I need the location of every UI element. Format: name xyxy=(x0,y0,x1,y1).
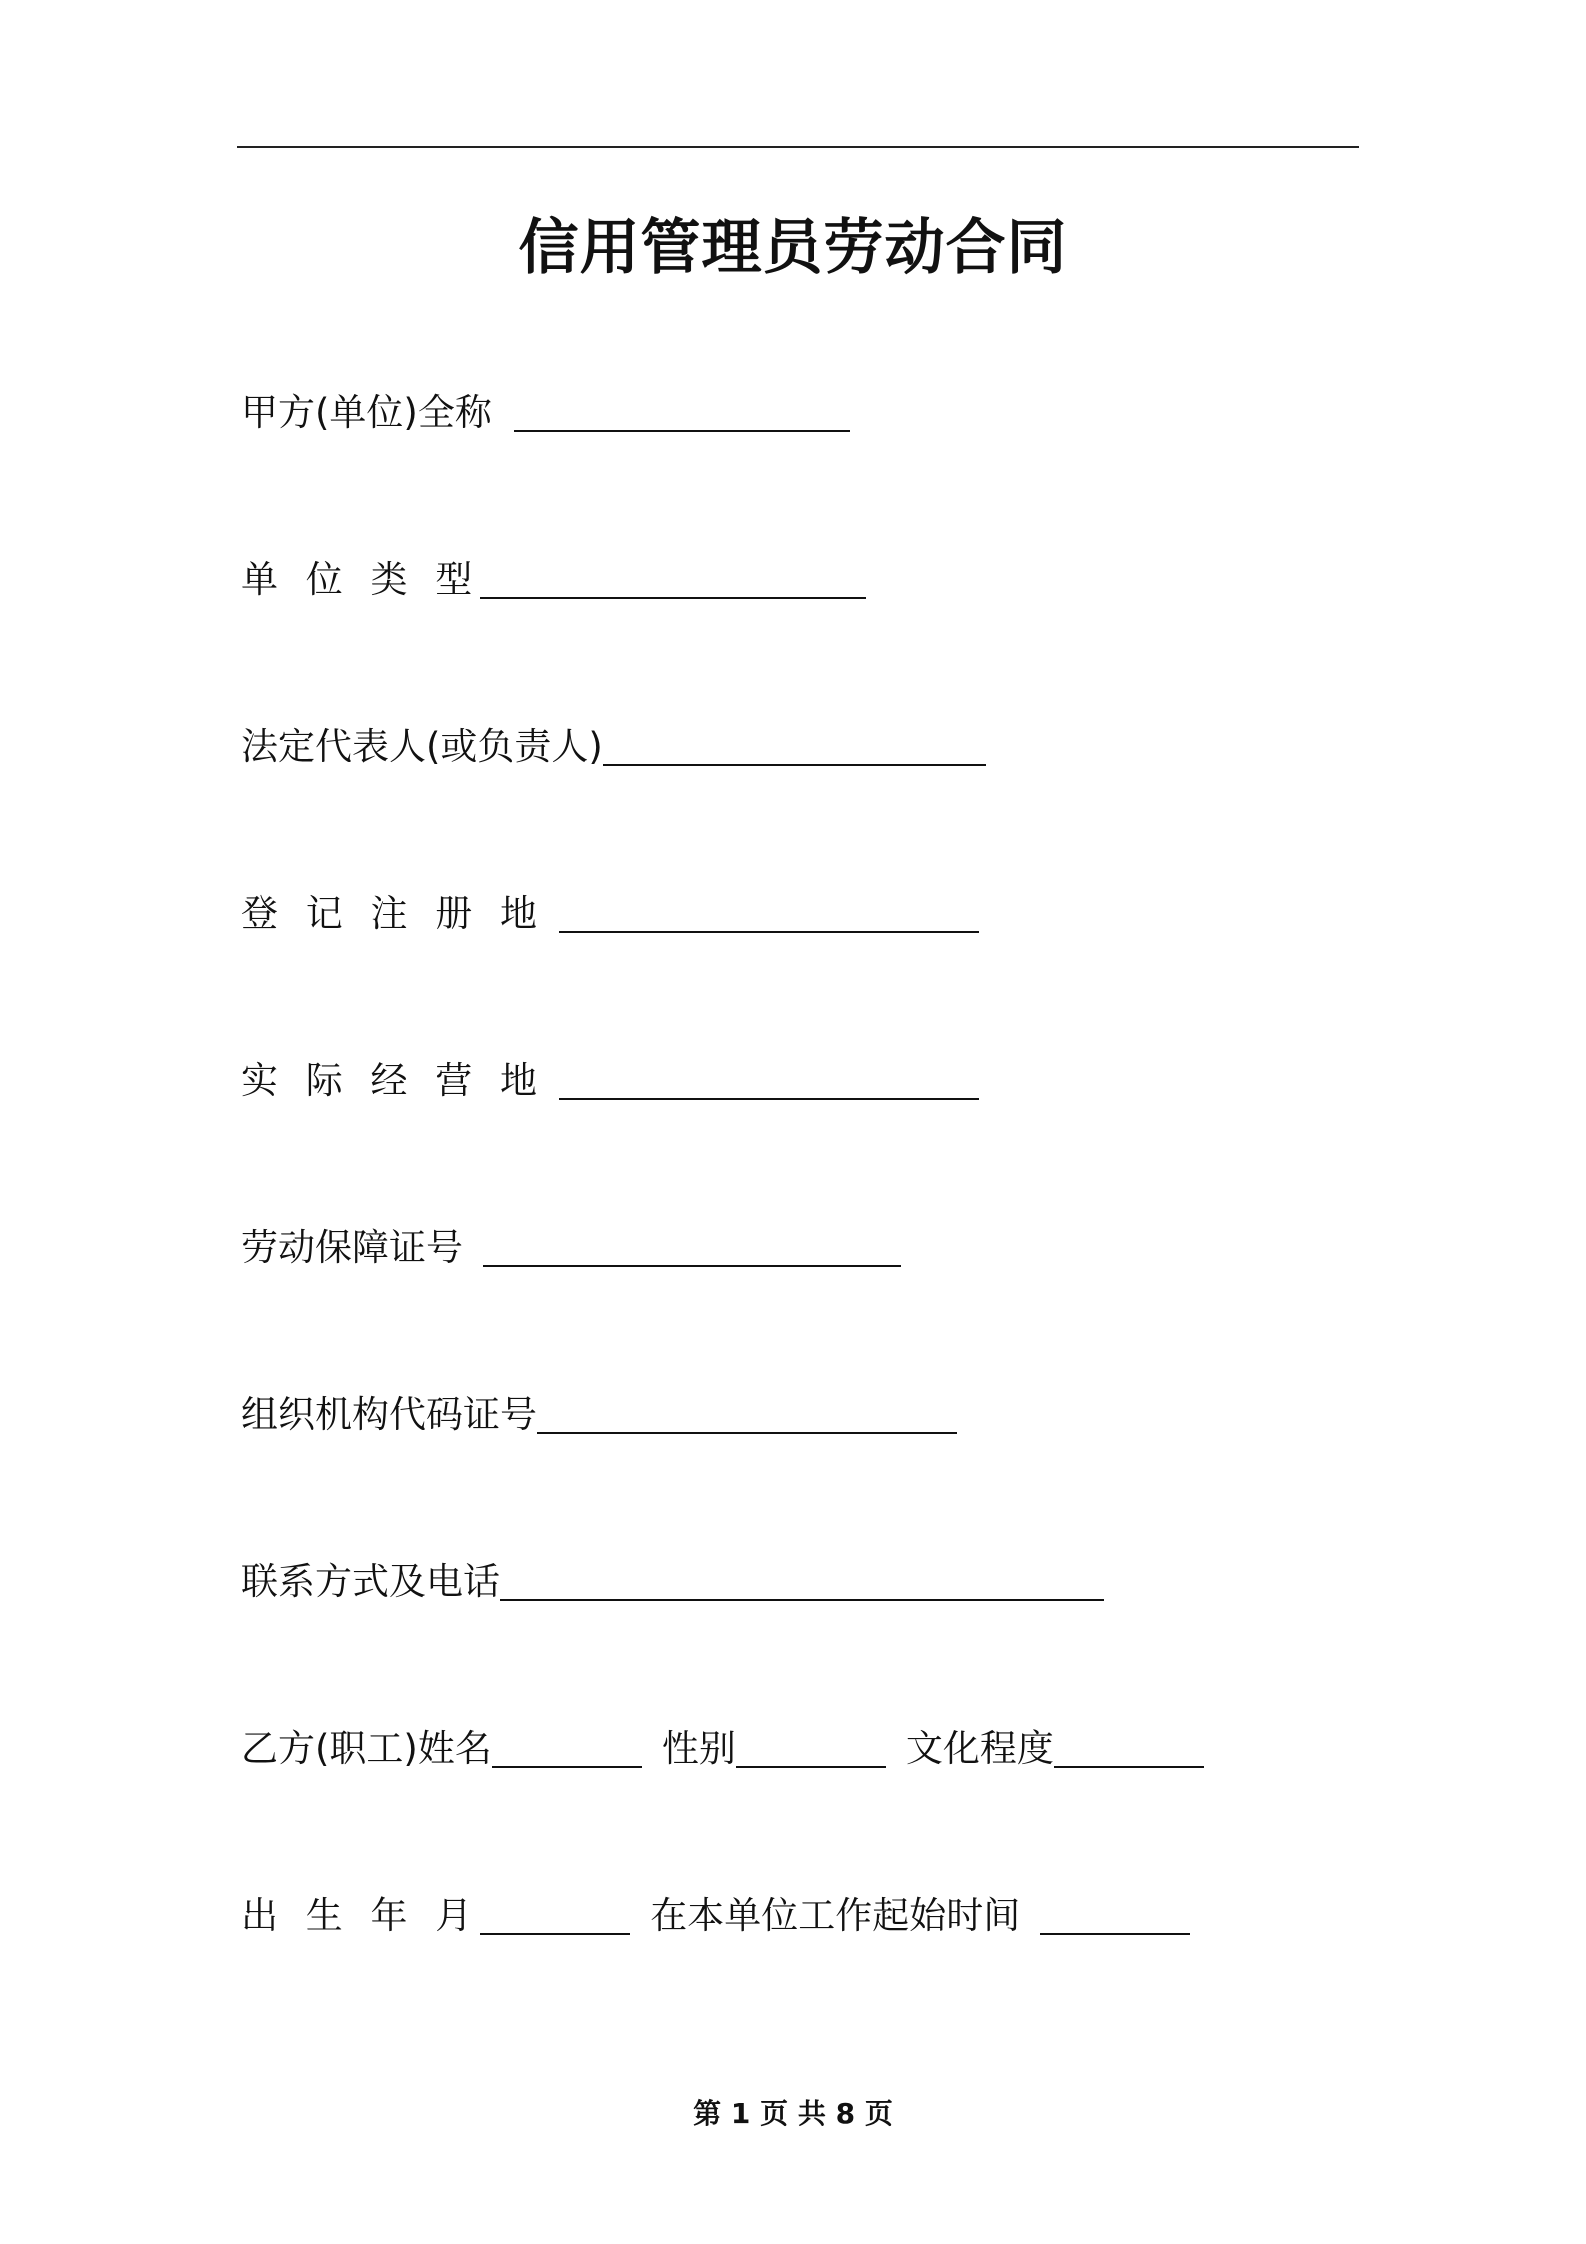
org-code-blank[interactable] xyxy=(537,1432,957,1434)
party-b-row xyxy=(241,1712,1204,1772)
education-label: 文化程度 xyxy=(905,1727,1054,1770)
document-title: 信用管理员劳动合同 xyxy=(518,213,1068,283)
unit-type-label: 单 位 类 型 xyxy=(241,558,481,601)
header-rule xyxy=(237,146,1359,148)
education-blank[interactable] xyxy=(1054,1766,1204,1768)
org-code-label: 组织机构代码证号 xyxy=(241,1393,537,1436)
legal-rep-label: 法定代表人(或负责人) xyxy=(241,725,603,768)
reg-address-blank[interactable] xyxy=(559,931,979,933)
birth-label: 出 生 年 月 xyxy=(241,1894,481,1937)
legal-rep-blank[interactable] xyxy=(603,764,986,766)
labor-cert-row xyxy=(241,1211,901,1271)
labor-cert-blank[interactable] xyxy=(483,1265,901,1267)
start-time-blank[interactable] xyxy=(1040,1933,1190,1935)
reg-address-row xyxy=(241,877,979,937)
gender-blank[interactable] xyxy=(736,1766,886,1768)
party-a-name-blank[interactable] xyxy=(514,430,850,432)
contact-label: 联系方式及电话 xyxy=(241,1560,500,1603)
start-time-label: 在本单位工作起始时间 xyxy=(650,1894,1021,1937)
party-b-name-label: 乙方(职工)姓名 xyxy=(241,1727,492,1770)
party-b-name-blank[interactable] xyxy=(492,1766,642,1768)
party-a-name-row xyxy=(241,376,850,436)
legal-rep-row xyxy=(241,710,986,770)
labor-cert-label: 劳动保障证号 xyxy=(241,1226,463,1269)
unit-type-row xyxy=(241,543,866,603)
org-code-row xyxy=(241,1378,957,1438)
birth-blank[interactable] xyxy=(480,1933,630,1935)
unit-type-blank[interactable] xyxy=(480,597,866,599)
contact-blank[interactable] xyxy=(500,1599,1104,1601)
reg-address-label: 登 记 注 册 地 xyxy=(241,892,546,935)
contact-row xyxy=(241,1545,1104,1605)
birth-row xyxy=(241,1879,1190,1939)
party-a-name-label: 甲方(单位)全称 xyxy=(241,391,492,434)
actual-address-label: 实 际 经 营 地 xyxy=(241,1059,546,1102)
page-footer: 第 1 页 共 8 页 xyxy=(693,2097,893,2130)
actual-address-row xyxy=(241,1044,979,1104)
gender-label: 性别 xyxy=(661,1727,736,1770)
actual-address-blank[interactable] xyxy=(559,1098,979,1100)
